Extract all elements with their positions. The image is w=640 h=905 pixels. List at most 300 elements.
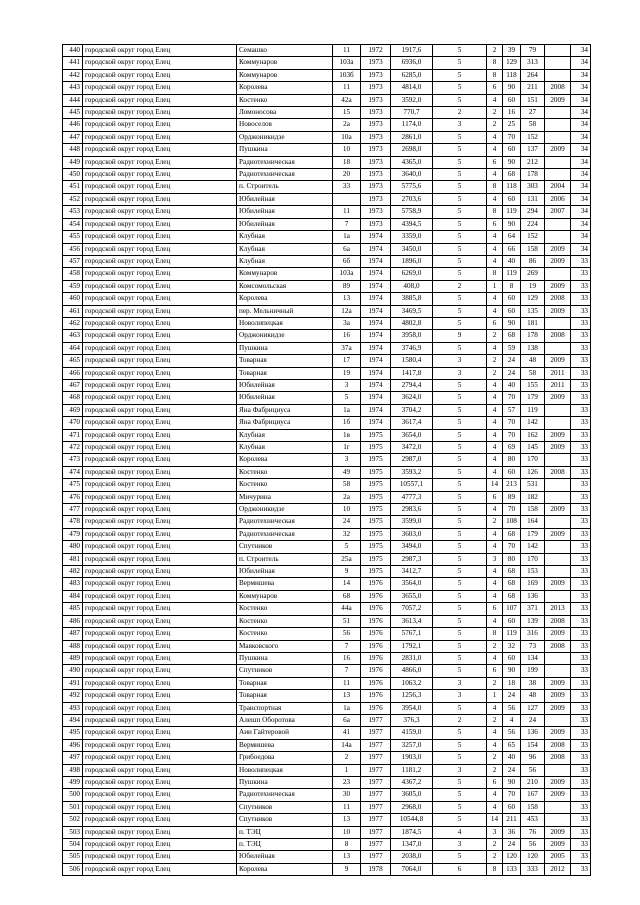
street-cell: Товарная [237,690,333,702]
apartments-cell: 60 [503,652,521,664]
floors-cell: 5 [433,578,487,590]
house-number-cell: 13 [333,293,361,305]
municipality-cell: городской округ город Елец [83,727,237,739]
entrances-cell: 4 [487,727,503,739]
municipality-cell: городской округ город Елец [83,429,237,441]
apartments-cell: 40 [503,752,521,764]
apartments-cell: 25 [503,119,521,131]
table-row [63,442,591,454]
house-number-cell: 6б [333,255,361,267]
repair-year-cell [545,119,571,131]
apartments-cell: 60 [503,293,521,305]
house-number-cell: 13 [333,814,361,826]
entrances-cell: 4 [487,789,503,801]
municipality-cell: городской округ город Елец [83,466,237,478]
apartments-cell: 68 [503,330,521,342]
area-cell: 4777,3 [391,491,433,503]
table-row [63,57,591,69]
area-cell: 1181,2 [391,764,433,776]
street-cell: Алешп Оборотова [237,714,333,726]
house-number-cell: 51 [333,615,361,627]
wear-cell: 33 [571,528,591,540]
table-row [63,82,591,94]
apartments-cell: 90 [503,317,521,329]
floors-cell: 5 [433,528,487,540]
house-number-cell: 89 [333,280,361,292]
area-cell: 2831,0 [391,652,433,664]
municipality-cell: городской округ город Елец [83,839,237,851]
entrances-cell: 4 [487,442,503,454]
year-cell: 1974 [361,243,391,255]
repair-year-cell: 2009 [545,355,571,367]
residents-cell: 264 [521,69,545,81]
table-row [63,615,591,627]
municipality-cell: городской округ город Елец [83,652,237,664]
house-number-cell: 14а [333,739,361,751]
row-number-cell: 480 [63,541,83,553]
apartments-cell: 60 [503,466,521,478]
row-number-cell: 492 [63,690,83,702]
residents-cell: 48 [521,690,545,702]
wear-cell: 33 [571,367,591,379]
entrances-cell: 4 [487,504,503,516]
wear-cell: 33 [571,404,591,416]
table-row [63,181,591,193]
floors-cell: 5 [433,466,487,478]
street-cell: Комсомольская [237,280,333,292]
area-cell: 2987,0 [391,454,433,466]
house-number-cell [333,193,361,205]
wear-cell: 33 [571,603,591,615]
year-cell: 1973 [361,193,391,205]
apartments-cell: 59 [503,342,521,354]
entrances-cell: 6 [487,82,503,94]
street-cell: Юбилейная [237,392,333,404]
house-number-cell: 15 [333,107,361,119]
repair-year-cell: 2009 [545,144,571,156]
row-number-cell: 470 [63,417,83,429]
entrances-cell: 4 [487,305,503,317]
entrances-cell: 8 [487,628,503,640]
residents-cell: 333 [521,863,545,875]
year-cell: 1974 [361,231,391,243]
floors-cell: 5 [433,491,487,503]
area-cell: 1417,8 [391,367,433,379]
table-row [63,379,591,391]
municipality-cell: городской округ город Елец [83,590,237,602]
municipality-cell: городской округ город Елец [83,379,237,391]
house-number-cell: 32 [333,528,361,540]
repair-year-cell [545,491,571,503]
row-number-cell: 497 [63,752,83,764]
municipality-cell: городской округ город Елец [83,516,237,528]
entrances-cell: 14 [487,814,503,826]
house-number-cell: 1а [333,404,361,416]
residents-cell: 152 [521,131,545,143]
repair-year-cell: 2009 [545,280,571,292]
floors-cell: 5 [433,206,487,218]
table-row [63,764,591,776]
year-cell: 1973 [361,206,391,218]
street-cell: Яна Фабрициуса [237,404,333,416]
wear-cell: 33 [571,814,591,826]
table-row [63,255,591,267]
house-number-cell: 7 [333,218,361,230]
year-cell: 1973 [361,144,391,156]
floors-cell: 5 [433,566,487,578]
entrances-cell: 2 [487,119,503,131]
row-number-cell: 479 [63,528,83,540]
municipality-cell: городской округ город Елец [83,280,237,292]
row-number-cell: 499 [63,776,83,788]
row-number-cell: 484 [63,590,83,602]
street-cell: Товарная [237,677,333,689]
apartments-cell: 70 [503,789,521,801]
area-cell: 3564,0 [391,578,433,590]
house-number-cell: 37а [333,342,361,354]
municipality-cell: городской округ город Елец [83,801,237,813]
municipality-cell: городской округ город Елец [83,690,237,702]
municipality-cell: городской округ город Елец [83,82,237,94]
year-cell: 1976 [361,690,391,702]
row-number-cell: 467 [63,379,83,391]
residents-cell: 212 [521,156,545,168]
residents-cell: 269 [521,268,545,280]
repair-year-cell: 2008 [545,82,571,94]
wear-cell: 33 [571,702,591,714]
residents-cell: 170 [521,553,545,565]
row-number-cell: 491 [63,677,83,689]
residents-cell: 178 [521,169,545,181]
street-cell: Радиотехническая [237,528,333,540]
municipality-cell: городской округ город Елец [83,739,237,751]
wear-cell: 34 [571,94,591,106]
entrances-cell: 4 [487,131,503,143]
repair-year-cell: 2008 [545,330,571,342]
entrances-cell: 4 [487,566,503,578]
street-cell: Коммунаров [237,268,333,280]
area-cell: 6269,0 [391,268,433,280]
floors-cell: 5 [433,255,487,267]
residents-cell: 210 [521,776,545,788]
wear-cell: 33 [571,640,591,652]
street-cell: Клубная [237,231,333,243]
residents-cell: 73 [521,640,545,652]
wear-cell: 33 [571,776,591,788]
floors-cell: 5 [433,243,487,255]
house-number-cell: 58 [333,479,361,491]
house-number-cell: 1в [333,429,361,441]
wear-cell: 34 [571,181,591,193]
apartments-cell: 40 [503,379,521,391]
entrances-cell: 4 [487,342,503,354]
municipality-cell: городской округ город Елец [83,789,237,801]
wear-cell: 33 [571,305,591,317]
floors-cell: 4 [433,826,487,838]
residents-cell: 142 [521,417,545,429]
year-cell: 1974 [361,367,391,379]
house-number-cell: 44а [333,603,361,615]
wear-cell: 33 [571,789,591,801]
table-row [63,826,591,838]
house-number-cell: 11 [333,206,361,218]
residents-cell: 58 [521,119,545,131]
wear-cell: 33 [571,268,591,280]
street-cell: Клубная [237,255,333,267]
table-row [63,231,591,243]
residents-cell: 167 [521,789,545,801]
row-number-cell: 462 [63,317,83,329]
repair-year-cell [545,541,571,553]
area-cell: 3958,0 [391,330,433,342]
table-row [63,45,591,57]
repair-year-cell [545,665,571,677]
apartments-cell: 24 [503,690,521,702]
house-number-cell: 103б [333,69,361,81]
table-row [63,578,591,590]
entrances-cell: 4 [487,379,503,391]
floors-cell: 5 [433,615,487,627]
apartments-cell: 36 [503,826,521,838]
entrances-cell: 4 [487,231,503,243]
residents-cell: 162 [521,429,545,441]
year-cell: 1976 [361,603,391,615]
street-cell: Орджоникидзе [237,131,333,143]
row-number-cell: 445 [63,107,83,119]
area-cell: 5758,9 [391,206,433,218]
house-number-cell: 1а [333,702,361,714]
entrances-cell: 2 [487,367,503,379]
row-number-cell: 478 [63,516,83,528]
apartments-cell: 40 [503,255,521,267]
repair-year-cell: 2009 [545,94,571,106]
year-cell: 1975 [361,566,391,578]
table-row [63,367,591,379]
year-cell: 1973 [361,156,391,168]
area-cell: 376,3 [391,714,433,726]
residents-cell: 151 [521,94,545,106]
house-number-cell: 12а [333,305,361,317]
year-cell: 1977 [361,801,391,813]
area-cell: 2987,3 [391,553,433,565]
table-row [63,714,591,726]
year-cell: 1973 [361,169,391,181]
house-number-cell: 3 [333,379,361,391]
year-cell: 1973 [361,181,391,193]
repair-year-cell [545,107,571,119]
residents-cell: 199 [521,665,545,677]
row-number-cell: 457 [63,255,83,267]
repair-year-cell [545,553,571,565]
apartments-cell: 8 [503,280,521,292]
table-row [63,454,591,466]
year-cell: 1974 [361,305,391,317]
wear-cell: 33 [571,665,591,677]
table-row [63,739,591,751]
entrances-cell: 6 [487,317,503,329]
street-cell: Товарная [237,355,333,367]
floors-cell: 5 [433,479,487,491]
repair-year-cell [545,57,571,69]
repair-year-cell: 2006 [545,193,571,205]
repair-year-cell: 2011 [545,367,571,379]
residents-cell: 145 [521,442,545,454]
year-cell: 1974 [361,404,391,416]
area-cell: 1580,4 [391,355,433,367]
house-number-cell: 11 [333,801,361,813]
year-cell: 1976 [361,615,391,627]
repair-year-cell [545,516,571,528]
apartments-cell: 108 [503,516,521,528]
table-row [63,355,591,367]
row-number-cell: 496 [63,739,83,751]
street-cell: Коммунаров [237,69,333,81]
wear-cell: 34 [571,206,591,218]
residents-cell: 211 [521,82,545,94]
area-cell: 3469,5 [391,305,433,317]
entrances-cell: 6 [487,491,503,503]
wear-cell: 34 [571,131,591,143]
entrances-cell: 2 [487,677,503,689]
wear-cell: 33 [571,826,591,838]
wear-cell: 33 [571,851,591,863]
repair-year-cell: 2009 [545,702,571,714]
floors-cell: 5 [433,404,487,416]
entrances-cell: 2 [487,752,503,764]
table-row [63,144,591,156]
municipality-cell: городской округ город Елец [83,231,237,243]
repair-year-cell [545,317,571,329]
municipality-cell: городской округ город Елец [83,243,237,255]
apartments-cell: 24 [503,367,521,379]
apartments-cell: 90 [503,156,521,168]
table-row [63,491,591,503]
row-number-cell: 464 [63,342,83,354]
apartments-cell: 60 [503,193,521,205]
municipality-cell: городской округ город Елец [83,640,237,652]
row-number-cell: 441 [63,57,83,69]
street-cell: Юбилейная [237,851,333,863]
house-number-cell: 3 [333,454,361,466]
municipality-cell: городской округ город Елец [83,330,237,342]
apartments-cell: 90 [503,82,521,94]
repair-year-cell [545,479,571,491]
wear-cell: 33 [571,727,591,739]
repair-year-cell: 2008 [545,640,571,652]
repair-year-cell: 2008 [545,466,571,478]
repair-year-cell [545,764,571,776]
row-number-cell: 449 [63,156,83,168]
table-row [63,851,591,863]
year-cell: 1975 [361,516,391,528]
table-row [63,528,591,540]
floors-cell: 5 [433,231,487,243]
house-number-cell: 16 [333,652,361,664]
row-number-cell: 471 [63,429,83,441]
residents-cell: 152 [521,231,545,243]
year-cell: 1977 [361,739,391,751]
row-number-cell: 502 [63,814,83,826]
street-cell: Пушкина [237,144,333,156]
area-cell: 2794,4 [391,379,433,391]
floors-cell: 5 [433,652,487,664]
year-cell: 1977 [361,752,391,764]
apartments-cell: 129 [503,57,521,69]
area-cell: 1063,2 [391,677,433,689]
apartments-cell: 89 [503,491,521,503]
apartments-cell: 211 [503,814,521,826]
residents-cell: 131 [521,193,545,205]
wear-cell: 33 [571,442,591,454]
street-cell: Костенко [237,615,333,627]
street-cell: Клубная [237,243,333,255]
wear-cell: 33 [571,839,591,851]
street-cell: Костенко [237,628,333,640]
repair-year-cell: 2011 [545,379,571,391]
year-cell: 1974 [361,379,391,391]
entrances-cell: 2 [487,714,503,726]
row-number-cell: 498 [63,764,83,776]
area-cell: 3593,2 [391,466,433,478]
floors-cell: 5 [433,181,487,193]
wear-cell: 34 [571,119,591,131]
municipality-cell: городской округ город Елец [83,442,237,454]
apartments-cell: 39 [503,45,521,57]
apartments-cell: 4 [503,714,521,726]
area-cell: 3359,0 [391,231,433,243]
area-cell: 3450,0 [391,243,433,255]
table-row [63,69,591,81]
entrances-cell: 4 [487,541,503,553]
street-cell: п. Строитель [237,553,333,565]
table-row [63,94,591,106]
repair-year-cell: 2008 [545,752,571,764]
area-cell: 4394,5 [391,218,433,230]
area-cell: 5775,6 [391,181,433,193]
house-number-cell: 6а [333,243,361,255]
house-number-cell: 13 [333,690,361,702]
wear-cell: 34 [571,156,591,168]
municipality-cell: городской округ город Елец [83,752,237,764]
entrances-cell: 4 [487,615,503,627]
year-cell: 1975 [361,429,391,441]
municipality-cell: городской округ город Елец [83,628,237,640]
municipality-cell: городской округ город Елец [83,615,237,627]
area-cell: 4866,0 [391,665,433,677]
year-cell: 1975 [361,454,391,466]
area-cell: 3599,0 [391,516,433,528]
entrances-cell: 2 [487,107,503,119]
repair-year-cell [545,156,571,168]
year-cell: 1975 [361,479,391,491]
wear-cell: 33 [571,429,591,441]
row-number-cell: 453 [63,206,83,218]
floors-cell: 3 [433,764,487,776]
row-number-cell: 474 [63,466,83,478]
floors-cell: 2 [433,714,487,726]
floors-cell: 5 [433,665,487,677]
entrances-cell: 8 [487,206,503,218]
street-cell: Спутников [237,814,333,826]
floors-cell: 5 [433,305,487,317]
entrances-cell: 2 [487,330,503,342]
repair-year-cell: 2009 [545,776,571,788]
floors-cell: 5 [433,69,487,81]
area-cell: 4365,0 [391,156,433,168]
apartments-cell: 70 [503,392,521,404]
year-cell: 1973 [361,218,391,230]
area-cell: 3412,7 [391,566,433,578]
